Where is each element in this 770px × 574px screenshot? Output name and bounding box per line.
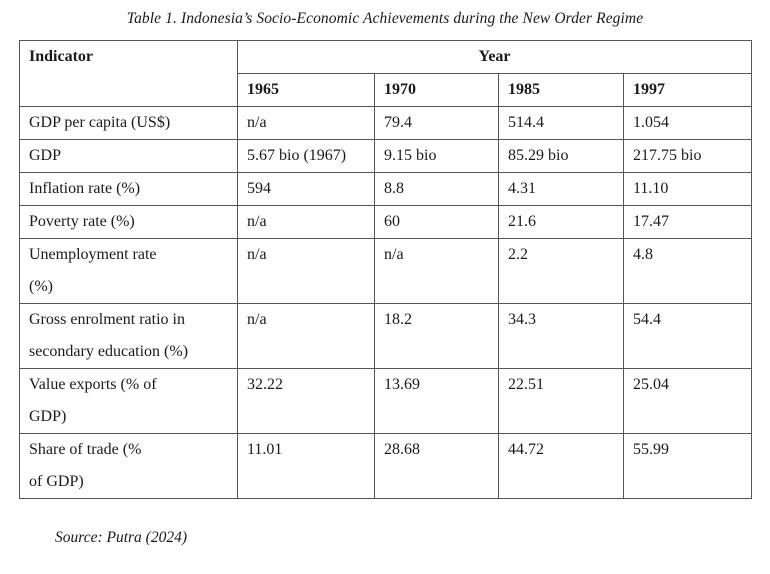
row-label: GDP [20, 140, 238, 173]
table-caption: Table 1. Indonesia’s Socio-Economic Achievements during the New Order Regime [126, 10, 644, 27]
cell-1997: 25.04 [624, 369, 752, 434]
table-row [20, 107, 752, 140]
cell-1985: 2.2 [499, 239, 624, 304]
cell-1997: 55.99 [624, 434, 752, 499]
cell-1985: 22.51 [499, 369, 624, 434]
year-1970-header: 1970 [375, 74, 499, 107]
row-label: Unemployment rate (%) [20, 239, 238, 304]
row-label: GDP per capita (US$) [20, 107, 238, 140]
cell-1985: 21.6 [499, 206, 624, 239]
cell-1965: 594 [238, 173, 375, 206]
table-row [20, 304, 752, 369]
cell-1970: 28.68 [375, 434, 499, 499]
cell-1985: 44.72 [499, 434, 624, 499]
cell-1985: 85.29 bio [499, 140, 624, 173]
year-1965-header: 1965 [238, 74, 375, 107]
cell-1970: 13.69 [375, 369, 499, 434]
cell-1965: n/a [238, 206, 375, 239]
cell-1970: 18.2 [375, 304, 499, 369]
cell-1985: 514.4 [499, 107, 624, 140]
indicator-header: Indicator [20, 41, 238, 107]
cell-1970: 60 [375, 206, 499, 239]
cell-1997: 54.4 [624, 304, 752, 369]
table-row [20, 239, 752, 304]
cell-1985: 34.3 [499, 304, 624, 369]
table-row [20, 434, 752, 499]
year-header: Year [238, 41, 752, 74]
table-row [20, 206, 752, 239]
cell-1985: 4.31 [499, 173, 624, 206]
row-label: Share of trade (% of GDP) [20, 434, 238, 499]
row-label: Inflation rate (%) [20, 173, 238, 206]
cell-1965: 11.01 [238, 434, 375, 499]
table-row [20, 369, 752, 434]
cell-1970: 79.4 [375, 107, 499, 140]
table-row [20, 173, 752, 206]
source-note: Source: Putra (2024) [55, 529, 188, 546]
cell-1970: 8.8 [375, 173, 499, 206]
cell-1965: n/a [238, 304, 375, 369]
cell-1965: n/a [238, 239, 375, 304]
cell-1997: 17.47 [624, 206, 752, 239]
cell-1965: n/a [238, 107, 375, 140]
row-label: Gross enrolment ratio in secondary education (%) [20, 304, 238, 369]
header-row-top [20, 41, 752, 74]
achievements-table [19, 40, 752, 499]
cell-1997: 1.054 [624, 107, 752, 140]
cell-1965: 32.22 [238, 369, 375, 434]
year-1997-header: 1997 [624, 74, 752, 107]
cell-1997: 217.75 bio [624, 140, 752, 173]
row-label: Value exports (% of GDP) [20, 369, 238, 434]
cell-1997: 4.8 [624, 239, 752, 304]
table-row [20, 140, 752, 173]
row-label: Poverty rate (%) [20, 206, 238, 239]
cell-1970: 9.15 bio [375, 140, 499, 173]
cell-1970: n/a [375, 239, 499, 304]
cell-1965: 5.67 bio (1967) [238, 140, 375, 173]
cell-1997: 11.10 [624, 173, 752, 206]
year-1985-header: 1985 [499, 74, 624, 107]
